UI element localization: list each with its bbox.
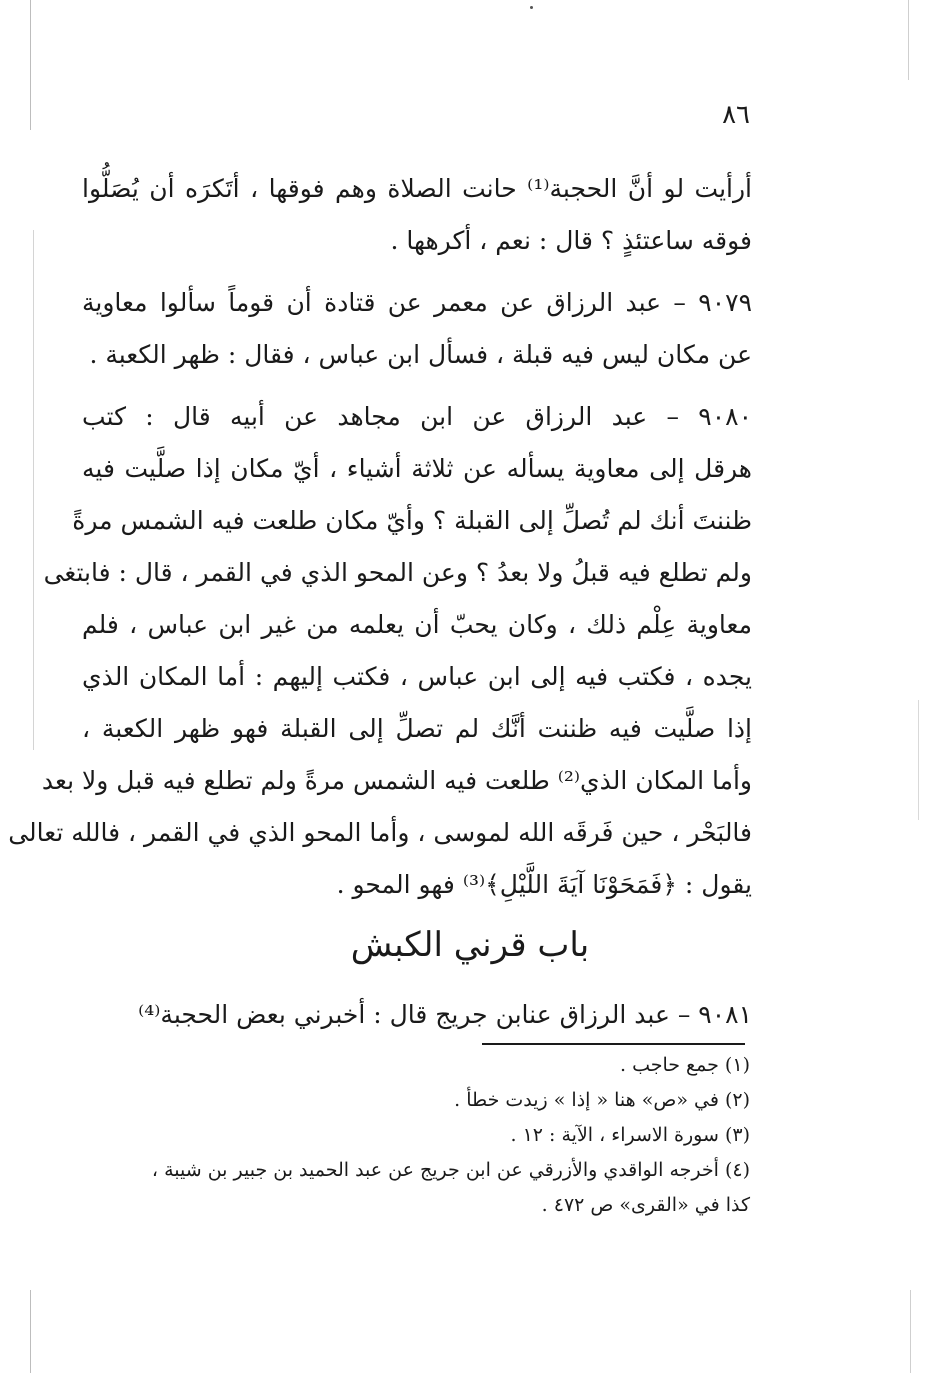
scan-margin-line (30, 0, 31, 130)
scan-margin-line (33, 230, 34, 750)
footnote: (٢) في «ص» هنا « إذا » زيدت خطأ . (454, 1089, 750, 1111)
text-line: يقول : ﴿فَمَحَوْنَا آيَةَ اللَّيْلِ﴾⁽³⁾ فهو المحو . (336, 870, 752, 899)
scan-margin-line (918, 700, 919, 820)
text-line: فوقه ساعتئذٍ ؟ قال : نعم ، أكرهها . (390, 226, 752, 255)
footnotes (90, 1048, 750, 1223)
scan-margin-line (30, 1290, 31, 1373)
text-line: هرقل إلى معاوية يسأله عن ثلاثة أشياء ، أيّ مكان إذا صلَّيت فيه (82, 454, 752, 483)
text-line: معاوية عِلْم ذلك ، وكان يحبّ أن يعلمه من غير ابن عباس ، فلم (82, 610, 752, 639)
text-line: إذا صلَّيت فيه ظننت أنَّك لم تصلِّ إلى القبلة فهو ظهر الكعبة ، (82, 714, 752, 743)
scan-speck (530, 6, 533, 9)
text-line: فالبَحْر ، حين فَرقَه الله لموسى ، وأما المحو الذي في القمر ، فالله تعالى (8, 818, 752, 847)
footnote: (٣) سورة الاسراء ، الآية : ١٢ . (510, 1124, 750, 1146)
paragraph-continuation (82, 163, 752, 267)
text-line: يجده ، فكتب فيه إلى ابن عباس ، فكتب إليهم : أما المكان الذي (82, 662, 752, 691)
text-line: ظننتَ أنك لم تُصلِّ إلى القبلة ؟ وأيّ مكان طلعت فيه الشمس مرةً (72, 506, 752, 535)
text-line: ٩٠٧٩ – عبد الرزاق عن معمر عن قتادة أن قوماً سألوا معاوية (82, 288, 752, 317)
page-number: ٨٦ (722, 100, 750, 130)
paragraph-hadith-9080 (8, 391, 752, 911)
footnote-continuation: كذا في «القرى» ص ٤٧٢ . (541, 1194, 750, 1216)
text-line: عن مكان ليس فيه قبلة ، فسأل ابن عباس ، فقال : ظهر الكعبة . (89, 340, 752, 369)
text-line: وأما المكان الذي⁽²⁾ طلعت فيه الشمس مرةً ولم تطلع فيه قبل ولا بعد (41, 766, 752, 795)
text-line: ٩٠٨٠ – عبد الرزاق عن ابن مجاهد عن أبيه قال : كتب (82, 402, 752, 431)
hadith-9081-line: ٩٠٨١ – عبد الرزاق عنابن جريج قال : أخبرني بعض الحجبة⁽⁴⁾ (138, 1000, 752, 1029)
footnote: (١) جمع حاجب . (620, 1054, 750, 1076)
text-line: أرأيت لو أنَّ الحجبة⁽¹⁾ حانت الصلاة وهم فوقها ، أتَكرَه أن يُصَلُّوا (82, 174, 752, 203)
scan-margin-line (910, 1290, 911, 1373)
chapter-title: باب قرني الكبش (350, 925, 590, 965)
scan-margin-line (908, 0, 909, 80)
paragraph-hadith-9079 (82, 277, 752, 381)
text-line: ولم تطلع فيه قبلُ ولا بعدُ ؟ وعن المحو الذي في القمر ، قال : فابتغى (43, 558, 752, 587)
footnote-divider (482, 1043, 745, 1045)
footnote: (٤) أخرجه الواقدي والأزرقي عن ابن جريج عن عبد الحميد بن جبير بن شيبة ، (151, 1159, 750, 1181)
